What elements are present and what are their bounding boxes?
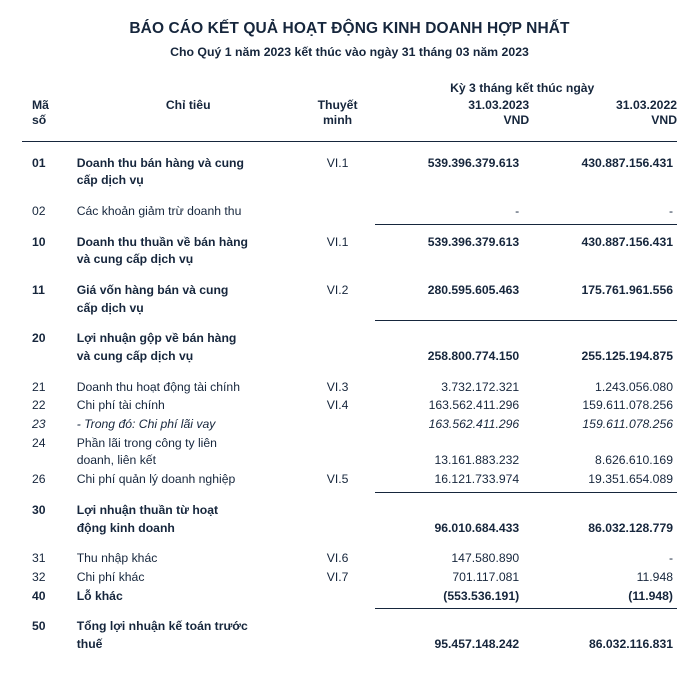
header-code-line2: số bbox=[32, 113, 47, 128]
row-item: Doanh thu bán hàng và cung cấp dịch vụ bbox=[76, 155, 244, 188]
row-item: Các khoản giảm trừ doanh thu bbox=[76, 203, 242, 218]
header-note bbox=[300, 98, 376, 139]
table-row bbox=[22, 587, 677, 606]
row-code: 31 bbox=[32, 551, 46, 566]
header-item bbox=[77, 98, 300, 139]
row-previous-value: 159.611.078.256 bbox=[582, 398, 673, 413]
row-previous-value: 430.887.156.431 bbox=[581, 155, 673, 170]
row-previous-value: - bbox=[668, 203, 673, 218]
row-code: 22 bbox=[32, 398, 46, 413]
subtotal-rule-previous bbox=[529, 317, 677, 324]
row-code: 20 bbox=[32, 331, 46, 346]
subtotal-rule-current bbox=[375, 489, 529, 496]
subtotal-rule-current bbox=[375, 221, 529, 228]
row-current-value: 13.161.883.232 bbox=[434, 453, 520, 468]
table-row bbox=[22, 415, 677, 434]
row-item: Giá vốn hàng bán và cung cấp dịch vụ bbox=[76, 282, 229, 315]
row-note: VI.5 bbox=[326, 472, 349, 487]
income-statement-table bbox=[22, 81, 677, 654]
row-item: Lợi nhuận gộp về bán hàng và cung cấp dịch vụ bbox=[76, 331, 237, 363]
table-row bbox=[22, 366, 677, 397]
table-row bbox=[22, 537, 677, 568]
table-row bbox=[22, 496, 677, 537]
table-row bbox=[22, 190, 677, 221]
row-previous-value: - bbox=[668, 551, 673, 566]
row-current-value: 280.595.605.463 bbox=[427, 282, 520, 297]
row-current-value: 147.580.890 bbox=[451, 551, 520, 566]
subtotal-rule-current bbox=[375, 317, 529, 324]
row-item: Chi phí quản lý doanh nghiệp bbox=[76, 472, 236, 487]
header-current-unit: VND bbox=[503, 113, 530, 128]
header-note-line1: Thuyết bbox=[317, 98, 358, 112]
row-current-value: 539.396.379.613 bbox=[427, 155, 520, 170]
row-note bbox=[300, 496, 376, 537]
row-code: 01 bbox=[32, 155, 46, 170]
row-previous-value: 86.032.116.831 bbox=[588, 636, 673, 651]
subtotal-rule-row bbox=[22, 317, 677, 324]
row-note: VI.7 bbox=[326, 569, 349, 584]
row-previous-value: 86.032.128.779 bbox=[588, 520, 673, 535]
row-note: VI.3 bbox=[326, 379, 349, 394]
row-current-value: 3.732.172.321 bbox=[441, 379, 520, 394]
subtotal-rule-previous bbox=[529, 221, 677, 228]
row-current-value: 16.121.733.974 bbox=[434, 472, 520, 487]
row-current-value: 539.396.379.613 bbox=[427, 234, 520, 249]
row-note: VI.2 bbox=[326, 282, 349, 297]
row-code: 50 bbox=[32, 619, 46, 634]
row-code: 23 bbox=[32, 417, 46, 432]
table-row bbox=[22, 568, 677, 587]
table-row bbox=[22, 324, 677, 365]
row-previous-value: 175.761.961.556 bbox=[581, 282, 673, 297]
row-code: 02 bbox=[32, 203, 46, 218]
period-span-label: Kỳ 3 tháng kết thúc ngày bbox=[450, 81, 595, 95]
header-current-date: 31.03.2023 bbox=[468, 98, 530, 112]
row-note bbox=[300, 415, 376, 434]
row-note bbox=[300, 612, 376, 653]
row-note bbox=[300, 434, 376, 470]
header-note-line2: minh bbox=[322, 113, 353, 128]
row-code: 40 bbox=[32, 588, 46, 603]
row-code: 11 bbox=[32, 282, 45, 297]
row-code: 32 bbox=[32, 569, 46, 584]
table-row bbox=[22, 269, 677, 317]
row-note bbox=[300, 190, 376, 221]
page-title: BÁO CÁO KẾT QUẢ HOẠT ĐỘNG KINH DOANH HỢP NHẤT bbox=[129, 20, 570, 37]
row-note bbox=[300, 587, 376, 606]
row-previous-value: 8.626.610.169 bbox=[595, 453, 673, 468]
row-note bbox=[300, 324, 376, 365]
header-previous-date: 31.03.2022 bbox=[616, 98, 677, 112]
table-row bbox=[22, 396, 677, 415]
row-code: 10 bbox=[32, 234, 46, 249]
row-previous-value: 255.125.194.875 bbox=[581, 349, 673, 363]
row-item: Thu nhập khác bbox=[76, 551, 158, 566]
row-item: Lỗ khác bbox=[76, 588, 123, 603]
table-header-period-row bbox=[22, 81, 677, 98]
header-item-label: Chỉ tiêu bbox=[165, 98, 211, 112]
row-item: Doanh thu thuần về bán hàng và cung cấp dịch vụ bbox=[76, 234, 248, 267]
row-current-value: (553.536.191) bbox=[443, 588, 520, 603]
row-item: Lợi nhuận thuần từ hoạt động kinh doanh bbox=[76, 502, 219, 535]
row-current-value: 701.117.081 bbox=[452, 569, 520, 584]
subtotal-rule-row bbox=[22, 221, 677, 228]
row-code: 30 bbox=[32, 502, 46, 517]
row-previous-value: (11.948) bbox=[628, 588, 673, 603]
row-code: 21 bbox=[32, 379, 46, 394]
row-note: VI.6 bbox=[326, 551, 349, 566]
table-header-row bbox=[22, 98, 677, 139]
period-span-header bbox=[375, 81, 677, 98]
table-row bbox=[22, 141, 677, 190]
row-current-value: 96.010.684.433 bbox=[434, 520, 520, 535]
subtotal-rule-current bbox=[375, 605, 529, 612]
row-item: Doanh thu hoạt động tài chính bbox=[76, 379, 240, 394]
row-current-value: 95.457.148.242 bbox=[434, 636, 520, 651]
row-current-value: 258.800.774.150 bbox=[427, 349, 520, 363]
row-code: 26 bbox=[32, 472, 46, 487]
row-item: Chi phí khác bbox=[76, 569, 145, 584]
subtotal-rule-row bbox=[22, 605, 677, 612]
table-row bbox=[22, 612, 677, 653]
row-item: - Trong đó: Chi phí lãi vay bbox=[76, 417, 216, 432]
row-previous-value: 19.351.654.089 bbox=[588, 472, 673, 487]
row-note: VI.1 bbox=[326, 234, 349, 249]
row-item: Chi phí tài chính bbox=[76, 398, 165, 413]
header-current-period bbox=[375, 98, 529, 139]
table-row bbox=[22, 228, 677, 269]
row-previous-value: 1.243.056.080 bbox=[595, 379, 673, 394]
subtotal-rule-previous bbox=[529, 489, 677, 496]
row-previous-value: 11.948 bbox=[636, 569, 673, 584]
header-previous-unit: VND bbox=[651, 113, 677, 128]
row-code: 24 bbox=[32, 435, 46, 450]
row-item: Tổng lợi nhuận kế toán trước thuế bbox=[76, 619, 248, 651]
row-item: Phần lãi trong công ty liên doanh, liên kết bbox=[76, 435, 217, 468]
subtotal-rule-row bbox=[22, 489, 677, 496]
row-current-value: 163.562.411.296 bbox=[428, 398, 520, 413]
row-current-value: - bbox=[515, 203, 520, 218]
header-code-line1: Mã bbox=[32, 98, 49, 112]
header-previous-period bbox=[529, 98, 677, 139]
row-previous-value: 430.887.156.431 bbox=[581, 234, 673, 249]
page-subtitle: Cho Quý 1 năm 2023 kết thúc vào ngày 31 tháng 03 năm 2023 bbox=[170, 45, 529, 59]
row-note: VI.4 bbox=[326, 398, 349, 413]
header-code bbox=[22, 98, 77, 139]
row-current-value: 163.562.411.296 bbox=[428, 417, 520, 432]
row-previous-value: 159.611.078.256 bbox=[582, 417, 673, 432]
table-row bbox=[22, 434, 677, 470]
subtotal-rule-previous bbox=[529, 605, 677, 612]
table-row bbox=[22, 470, 677, 489]
row-note: VI.1 bbox=[326, 155, 349, 170]
